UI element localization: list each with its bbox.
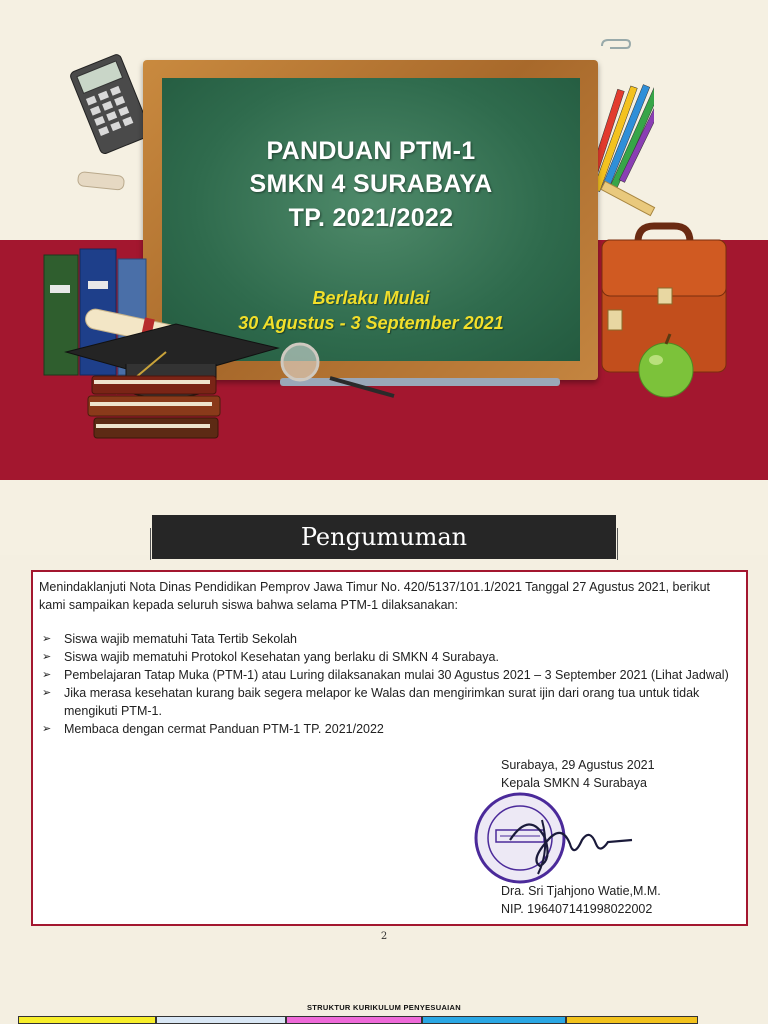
- announcement-header: Pengumuman: [152, 515, 616, 559]
- board-title-line-3: TP. 2021/2022: [288, 204, 454, 232]
- ruler-icon: [598, 180, 658, 220]
- list-item-text: Membaca dengan cermat Panduan PTM-1 TP. 2021/2022: [64, 722, 384, 736]
- table-header-cell: [18, 1016, 156, 1024]
- table-header-strip: [18, 1016, 698, 1024]
- signature-icon: [500, 800, 640, 880]
- list-item-text: Siswa wajib mematuhi Tata Tertib Sekolah: [64, 632, 297, 646]
- bullet-arrow-icon: ➢: [42, 633, 52, 645]
- board-valid-label: Berlaku Mulai: [312, 288, 430, 308]
- place-date: Surabaya, 29 Agustus 2021: [501, 758, 655, 772]
- announcement-intro: Menindaklanjuti Nota Dinas Pendidikan Pemprov Jawa Timur No. 420/5137/101.1/2021 Tanggal 27 Agustus 2021, berikut kami sampaikan kepada seluruh siswa bahwa selama PTM-1 dilaksanakan:: [39, 580, 711, 612]
- bullet-arrow-icon: ➢: [42, 669, 52, 681]
- bullet-arrow-icon: ➢: [42, 651, 52, 663]
- list-item-text: Jika merasa kesehatan kurang baik segera melapor ke Walas dan mengirimkan surat ijin dari orang tua untuk tidak mengikuti PTM-1.: [64, 686, 700, 718]
- signer-name: Dra. Sri Tjahjono Watie,M.M.: [501, 884, 661, 898]
- board-title-line-2: SMKN 4 SURABAYA: [249, 170, 493, 198]
- announcement-box: [31, 570, 748, 926]
- page-number: 2: [380, 931, 388, 942]
- table-header-cell: [422, 1016, 566, 1024]
- list-item-text: Siswa wajib mematuhi Protokol Kesehatan yang berlaku di SMKN 4 Surabaya.: [64, 650, 499, 664]
- board-title-line-1: PANDUAN PTM-1: [266, 137, 476, 165]
- table-header-cell: [566, 1016, 698, 1024]
- bullet-arrow-icon: ➢: [42, 723, 52, 735]
- magnifier-pen-icon: [270, 340, 400, 400]
- header-bracket-left: [150, 528, 151, 560]
- bullet-arrow-icon: ➢: [42, 687, 52, 699]
- signer-nip: NIP. 196407141998022002: [501, 902, 653, 916]
- table-header-cell: [156, 1016, 286, 1024]
- header-bracket-right: [617, 528, 618, 560]
- table-header-cell: [286, 1016, 422, 1024]
- board-valid-range: 30 Agustus - 3 September 2021: [238, 313, 504, 333]
- signer-title: Kepala SMKN 4 Surabaya: [501, 776, 647, 790]
- next-section-title: STRUKTUR KURIKULUM PENYESUAIAN: [306, 1003, 461, 1012]
- list-item-text: Pembelajaran Tatap Muka (PTM-1) atau Luring dilaksanakan mulai 30 Agustus 2021 – 3 September 2021 (Lihat Jadwal): [64, 668, 729, 682]
- books-stack-icon: [86, 372, 226, 444]
- paperclip-icon: [598, 36, 634, 56]
- eraser-icon: [74, 168, 130, 194]
- apple-icon: [632, 330, 702, 400]
